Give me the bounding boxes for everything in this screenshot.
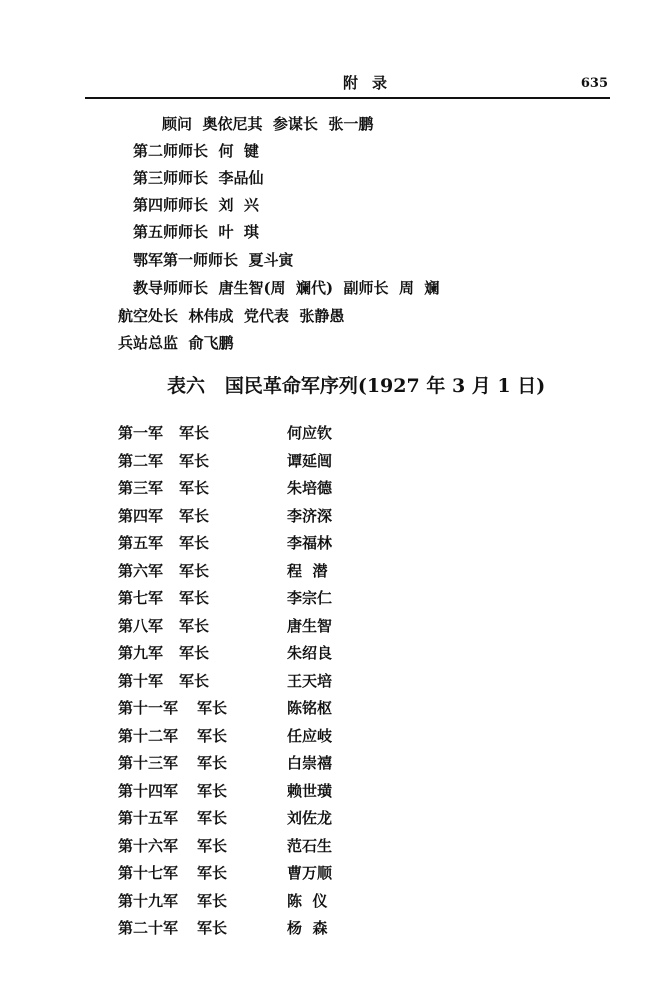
rank-title: 军长 — [179, 589, 210, 607]
army-name: 第四军 — [118, 507, 164, 525]
list-line: 第二师师长 何 键 — [133, 142, 259, 160]
commander-name: 赖世璜 — [287, 782, 333, 800]
commander-name: 王天培 — [287, 672, 333, 690]
commander-name: 李福林 — [287, 534, 333, 552]
table-row — [0, 726, 652, 746]
page-number: 635 — [580, 76, 608, 91]
rank-title: 军长 — [197, 699, 228, 717]
list-line-advisor: 顾问 奥依尼其 参谋长 张一鹏 — [162, 115, 374, 133]
commander-name: 白崇禧 — [287, 754, 333, 772]
rank-title: 军长 — [179, 562, 210, 580]
army-name: 第十五军 — [118, 809, 179, 827]
army-name: 第六军 — [118, 562, 164, 580]
army-name: 第十六军 — [118, 837, 179, 855]
rank-title: 军长 — [197, 727, 228, 745]
table-row — [0, 781, 652, 801]
commander-name: 杨 森 — [287, 919, 328, 937]
table-row — [0, 561, 652, 581]
army-name: 第十九军 — [118, 892, 179, 910]
table-row — [0, 863, 652, 883]
table-row — [0, 643, 652, 663]
list-line: 教导师师长 唐生智(周 斓代) 副师长 周 斓 — [133, 279, 440, 297]
army-name: 第八军 — [118, 617, 164, 635]
commander-name: 陈铭枢 — [287, 699, 333, 717]
table-row — [0, 918, 652, 938]
army-name: 第一军 — [118, 424, 164, 442]
commander-name: 唐生智 — [287, 617, 333, 635]
table-row — [0, 616, 652, 636]
army-name: 第九军 — [118, 644, 164, 662]
rank-title: 军长 — [179, 424, 210, 442]
list-line: 兵站总监 俞飞鹏 — [118, 334, 234, 352]
army-name: 第十七军 — [118, 864, 179, 882]
table-title: 表六 国民革命军序列(1927 年 3 月 1 日) — [167, 375, 546, 397]
rank-title: 军长 — [179, 452, 210, 470]
army-name: 第二军 — [118, 452, 164, 470]
rank-title: 军长 — [197, 892, 228, 910]
commander-name: 朱培德 — [287, 479, 333, 497]
table-row — [0, 808, 652, 828]
header-rule — [85, 97, 610, 99]
army-name: 第七军 — [118, 589, 164, 607]
army-name: 第十三军 — [118, 754, 179, 772]
army-name: 第十军 — [118, 672, 164, 690]
commander-name: 程 潜 — [287, 562, 328, 580]
list-line: 航空处长 林伟成 党代表 张静愚 — [118, 307, 345, 325]
army-name: 第三军 — [118, 479, 164, 497]
list-line: 鄂军第一师师长 夏斗寅 — [133, 251, 294, 269]
table-row — [0, 506, 652, 526]
commander-name: 陈 仪 — [287, 892, 328, 910]
commander-name: 何应钦 — [287, 424, 333, 442]
rank-title: 军长 — [179, 672, 210, 690]
rank-title: 军长 — [197, 754, 228, 772]
rank-title: 军长 — [197, 919, 228, 937]
commander-name: 刘佐龙 — [287, 809, 333, 827]
rank-title: 军长 — [179, 534, 210, 552]
rank-title: 军长 — [179, 644, 210, 662]
table-row — [0, 451, 652, 471]
table-row — [0, 478, 652, 498]
commander-name: 范石生 — [287, 837, 333, 855]
army-name: 第十四军 — [118, 782, 179, 800]
table-row — [0, 671, 652, 691]
commander-name: 曹万顺 — [287, 864, 333, 882]
commander-name: 任应岐 — [287, 727, 333, 745]
list-line: 第四师师长 刘 兴 — [133, 196, 259, 214]
table-row — [0, 423, 652, 443]
commander-name: 谭延闿 — [287, 452, 333, 470]
army-name: 第二十军 — [118, 919, 179, 937]
list-line: 第五师师长 叶 琪 — [133, 223, 259, 241]
rank-title: 军长 — [197, 809, 228, 827]
table-row — [0, 698, 652, 718]
rank-title: 军长 — [179, 617, 210, 635]
header-title: 附录 — [343, 74, 402, 92]
running-header — [0, 0, 652, 100]
commander-name: 朱绍良 — [287, 644, 333, 662]
table-row — [0, 836, 652, 856]
army-name: 第十一军 — [118, 699, 179, 717]
army-name: 第五军 — [118, 534, 164, 552]
army-name: 第十二军 — [118, 727, 179, 745]
commander-name: 李宗仁 — [287, 589, 333, 607]
table-row — [0, 533, 652, 553]
rank-title: 军长 — [197, 782, 228, 800]
table-row — [0, 753, 652, 773]
table-row — [0, 588, 652, 608]
rank-title: 军长 — [179, 479, 210, 497]
list-line: 第三师师长 李品仙 — [133, 169, 264, 187]
commander-name: 李济深 — [287, 507, 333, 525]
rank-title: 军长 — [197, 837, 228, 855]
table-row — [0, 891, 652, 911]
rank-title: 军长 — [179, 507, 210, 525]
rank-title: 军长 — [197, 864, 228, 882]
